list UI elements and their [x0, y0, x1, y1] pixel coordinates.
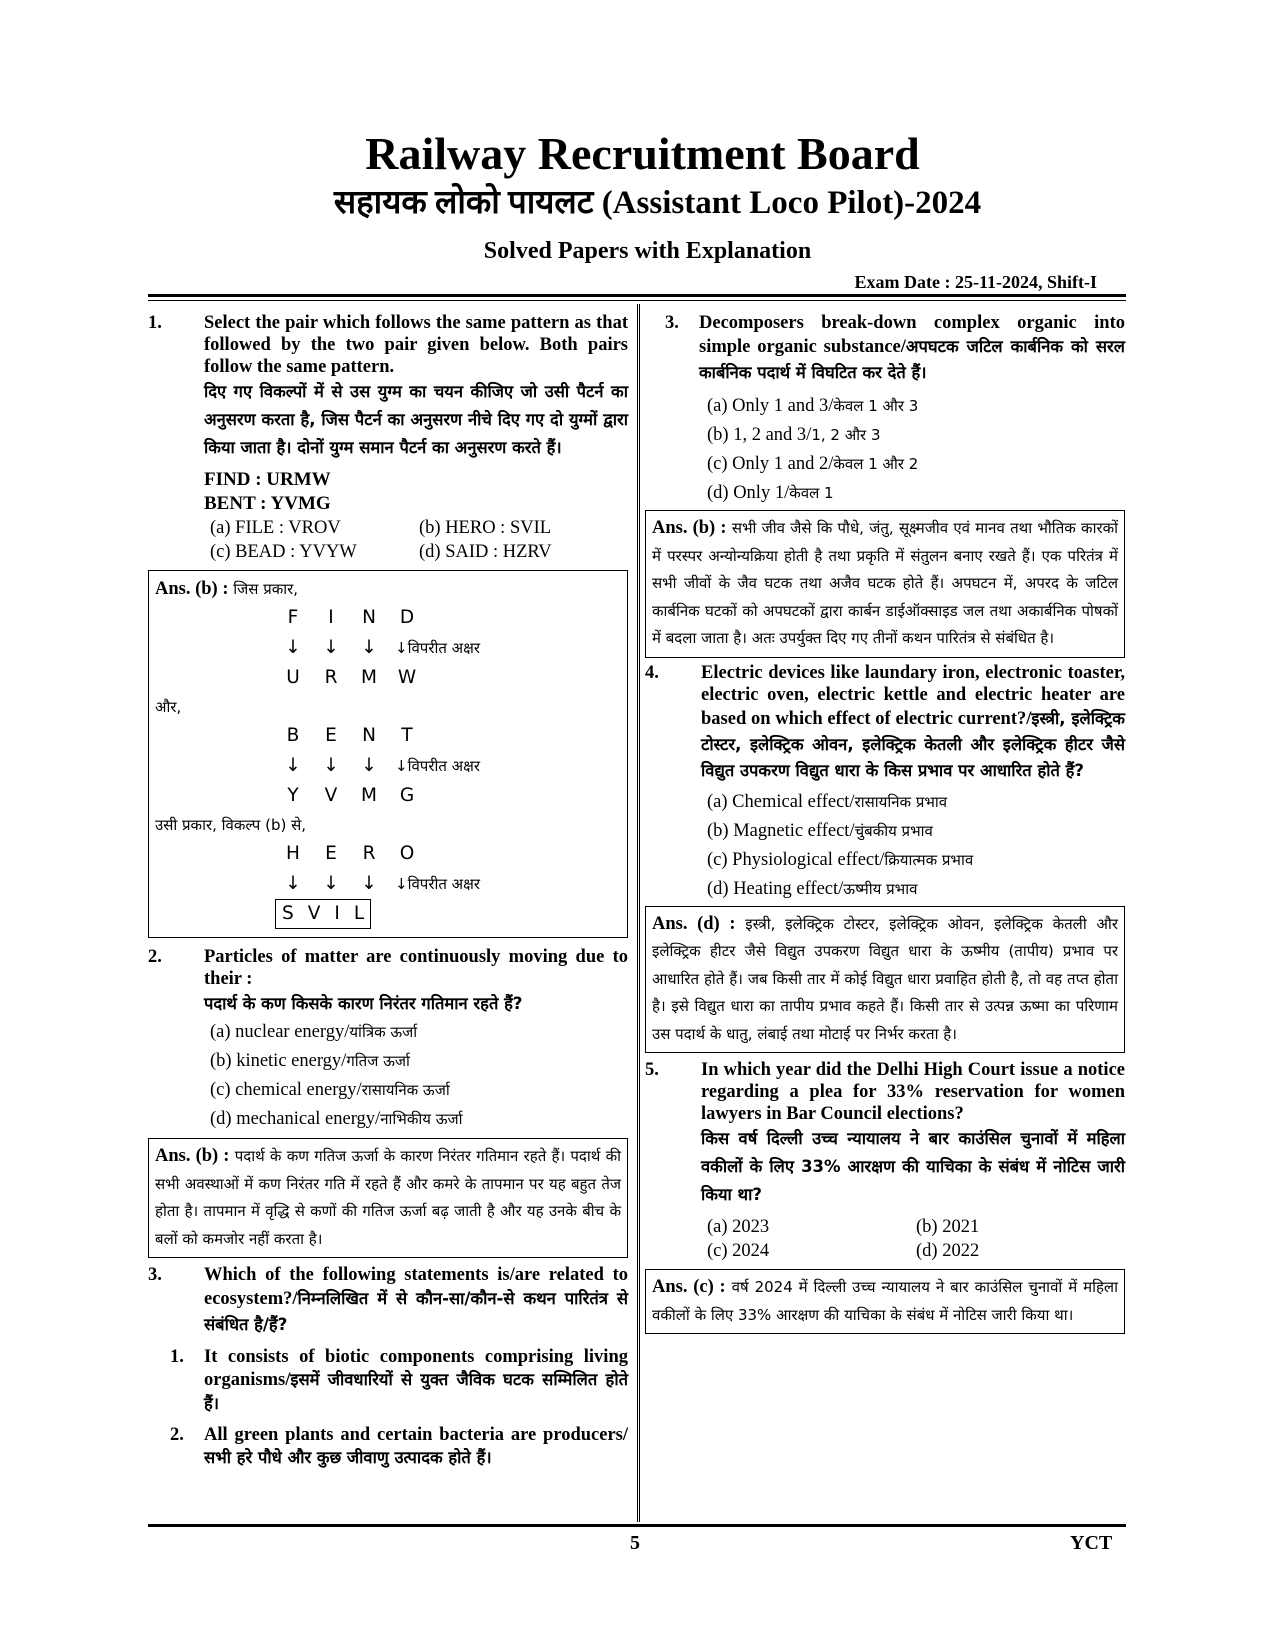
- option-en: (c) Only 1 and 2/: [707, 454, 834, 474]
- q4-answer-box: [645, 906, 1125, 1054]
- page-number: 5: [630, 1532, 640, 1554]
- page-title: Railway Recruitment Board: [365, 128, 920, 179]
- and-label: और,: [155, 698, 182, 716]
- option-hi: केवल 1 और 2: [833, 455, 919, 473]
- option-hi: यांत्रिक ऊर्जा: [349, 1023, 418, 1041]
- statement-1: [148, 1346, 628, 1416]
- question-text-en: Electric devices like laundary iron, electronic toaster, electric oven, electric kettle and electric heater are based on which effect of electric current?/: [701, 662, 1125, 729]
- option-b: (b) HERO : SVIL: [419, 518, 552, 538]
- option-hi: केवल 1 और 3: [833, 397, 919, 415]
- question-text-hi: इस्त्री, इलेक्ट्रिक टोस्टर, इलेक्ट्रिक ओवन, इलेक्ट्रिक केतली और इलेक्ट्रिक हीटर जैसे विद्युत उपकरण विद्युत धारा के किस प्रभाव पर आधारित होते हैं?: [701, 708, 1125, 780]
- option-b: (b) 2021: [916, 1217, 980, 1237]
- option-c: [210, 1076, 628, 1105]
- option-b: [707, 817, 1125, 846]
- answer-label: Ans. (b) :: [155, 579, 229, 599]
- option-hi: ऊष्मीय प्रभाव: [843, 879, 918, 898]
- option-b: [707, 421, 1125, 450]
- down-arrow-icon: ↓: [323, 873, 339, 894]
- option-en: (d) mechanical energy/: [210, 1109, 381, 1129]
- letter: E: [325, 725, 337, 746]
- option-c: (c) BEAD : YVYW: [210, 542, 357, 562]
- option-en: (a) Only 1 and 3/: [707, 396, 834, 416]
- q2-options: [148, 1018, 628, 1134]
- header-rule-thin: [148, 300, 1126, 301]
- letter: O: [399, 843, 415, 864]
- q3-answer-box: [645, 510, 1125, 658]
- option-hi: नाभिकीय ऊर्जा: [380, 1110, 463, 1128]
- answer-text: सभी जीव जैसे कि पौधे, जंतु, सूक्ष्मजीव एवं मानव तथा भौतिक कारकों में परस्पर अन्योन्यक्रिया होती है तथा प्रकृति में संतुलन बनाए रखते हैं। एक परितंत्र में सभी जीवों के जैव घटक तथा अजैव घटक होते हैं। अपघटन में, अपरद के जटिल कार्बनिक घटकों को अपघटकों द्वारा कार्बन डाईऑक्साइड जल तथा अकार्बनिक पोषकों में बदला जाता है। अतः उपर्युक्त दिए गए तीनों कथन पारितंत्र से संबंधित है।: [652, 519, 1118, 647]
- answer-intro: जिस प्रकार,: [233, 580, 299, 598]
- option-b: [210, 1047, 628, 1076]
- option-en: (b) 1, 2 and 3/: [707, 425, 812, 445]
- letter: L: [353, 903, 365, 924]
- letter: E: [325, 843, 337, 864]
- down-arrow-icon: ↓: [323, 637, 339, 658]
- down-arrow-icon: ↓: [361, 637, 377, 658]
- letter: U: [286, 667, 300, 688]
- option-en: (b) kinetic energy/: [210, 1051, 347, 1071]
- q4-options: [645, 788, 1125, 904]
- statement-en: All green plants and certain bacteria are producers/: [204, 1425, 628, 1445]
- q5-options: [645, 1215, 1125, 1263]
- down-arrow-icon: ↓: [285, 637, 301, 658]
- q1-answer-box: [148, 570, 628, 938]
- down-arrow-icon: ↓: [361, 873, 377, 894]
- letters-row: [155, 721, 621, 751]
- answer-label: Ans. (c) :: [652, 1277, 726, 1297]
- header-rule: [148, 294, 1126, 297]
- page-subtitle: सहायक लोको पायलट (Assistant Loco Pilot)-2024: [333, 185, 982, 221]
- option-d: [707, 875, 1125, 904]
- left-column: [148, 312, 628, 1470]
- letter: W: [397, 667, 417, 688]
- answer-label: Ans. (d) :: [652, 913, 736, 934]
- option-a: (a) 2023: [707, 1217, 770, 1237]
- statement-3: [645, 312, 1125, 386]
- option-d: (d) SAID : HZRV: [419, 542, 552, 562]
- option-en: (d) Only 1/: [707, 483, 790, 503]
- arrows-row: [155, 633, 621, 663]
- solved-papers-label: Solved Papers with Explanation: [483, 238, 812, 264]
- publisher-brand: YCT: [1070, 1532, 1113, 1554]
- footer-rule: [148, 1524, 1126, 1527]
- question-5: [645, 1059, 1125, 1209]
- letter: V: [307, 903, 321, 924]
- q3-options: [645, 392, 1125, 508]
- question-text-hi: पदार्थ के कण किसके कारण निरंतर गतिमान रहते हैं?: [204, 994, 523, 1013]
- question-number: 2.: [148, 947, 162, 967]
- answer-text: इस्त्री, इलेक्ट्रिक टोस्टर, इलेक्ट्रिक ओवन, इलेक्ट्रिक केतली और इलेक्ट्रिक हीटर जैसे विद्युत उपकरण विद्युत धारा के ऊष्मीय (तापीय) प्रभाव पर आधारित होते हैं। जब किसी तार में कोई विद्युत धारा प्रवाहित होती है, तो वह तप्त होता है। इसे विद्युत धारा का तापीय प्रभाव कहते हैं। किसी तार से उत्पन्न ऊष्मा का परिणाम उस पदार्थ के धातु, लंबाई तथा मोटाई पर निर्भर करता है।: [652, 914, 1118, 1043]
- letter: I: [334, 903, 340, 924]
- option-en: (a) Chemical effect/: [707, 791, 855, 812]
- answer-label: Ans. (b) :: [652, 518, 727, 538]
- statement-2: [148, 1424, 628, 1470]
- right-column: [645, 312, 1125, 1334]
- option-c: [707, 450, 1125, 479]
- pair-2: BENT : YVMG: [204, 493, 331, 514]
- letters-row: [155, 603, 621, 633]
- letter: M: [361, 785, 377, 806]
- option-hi: केवल 1: [789, 484, 834, 502]
- question-1: [148, 312, 628, 516]
- option-hi: रासायनिक प्रभाव: [854, 792, 948, 811]
- letter: Y: [287, 785, 299, 806]
- option-en: (d) Heating effect/: [707, 878, 844, 899]
- arrows-row: [155, 751, 621, 781]
- letter: S: [282, 903, 294, 924]
- q2-answer-box: [148, 1138, 628, 1258]
- question-number: 5.: [645, 1060, 659, 1080]
- option-en: (b) Magnetic effect/: [707, 820, 855, 841]
- down-arrow-icon: ↓: [285, 755, 301, 776]
- column-divider: [637, 304, 640, 1522]
- question-text-en: Select the pair which follows the same pattern as that followed by the two pair given below. Both pairs follow the same pattern.: [204, 313, 628, 377]
- statement-number: 1.: [170, 1347, 184, 1367]
- down-arrow-icon: ↓: [323, 755, 339, 776]
- question-2: [148, 946, 628, 1018]
- option-en: (c) Physiological effect/: [707, 849, 885, 870]
- letters-row: [155, 663, 621, 693]
- option-en: (a) nuclear energy/: [210, 1022, 350, 1042]
- reverse-letter-note: ↓विपरीत अक्षर: [395, 875, 481, 893]
- pair-1: FIND : URMW: [204, 469, 331, 490]
- letter: I: [328, 607, 334, 628]
- letter: B: [286, 725, 300, 746]
- question-text-hi: निम्नलिखित में से कौन-सा/कौन-से कथन पारितंत्र से संबंधित है/हैं?: [204, 1289, 628, 1334]
- option-hi: रासायनिक ऊर्जा: [361, 1081, 450, 1099]
- letters-row: [155, 781, 621, 811]
- q5-answer-box: [645, 1269, 1125, 1334]
- statement-en: It consists of biotic components comprising living organisms/: [204, 1347, 628, 1390]
- statement-hi: इसमें जीवधारियों से युक्त जैविक घटक सम्मिलित होते हैं।: [204, 1370, 628, 1413]
- statement-en: Decomposers break-down complex organic into simple organic substance/: [699, 313, 1125, 357]
- letter: M: [361, 667, 377, 688]
- option-c: [707, 846, 1125, 875]
- statement-number: 3.: [665, 313, 679, 333]
- statement-hi: अपघटक जटिल कार्बनिक को सरल कार्बनिक पदार्थ में विघटित कर देते हैं।: [699, 337, 1125, 382]
- letter: N: [362, 607, 376, 628]
- option-d: [707, 479, 1125, 508]
- letter: G: [399, 785, 415, 806]
- arrows-row: [155, 869, 621, 899]
- option-d: (d) 2022: [916, 1241, 980, 1261]
- reverse-letter-note: ↓विपरीत अक्षर: [395, 757, 481, 775]
- answer-label: Ans. (b) :: [155, 1146, 230, 1166]
- letter: R: [362, 843, 376, 864]
- question-number: 4.: [645, 662, 659, 683]
- letters-row: [155, 839, 621, 869]
- question-text-hi: दिए गए विकल्पों में से उस युग्म का चयन कीजिए जो उसी पैटर्न का अनुसरण करता है, जिस पैटर्न का अनुसरण नीचे दिए गए दो युग्मों द्वारा किया जाता है। दोनों युग्म समान पैटर्न का अनुसरण करते हैं।: [204, 382, 628, 457]
- page-header: [0, 128, 1275, 266]
- option-hi: चुंबकीय प्रभाव: [854, 821, 933, 840]
- option-a: (a) FILE : VROV: [210, 518, 341, 538]
- statement-hi: सभी हरे पौधे और कुछ जीवाणु उत्पादक होते हैं।: [204, 1448, 492, 1467]
- answer-text: वर्ष 2024 में दिल्ली उच्च न्यायालय ने बार काउंसिल चुनावों में महिला वकीलों के लिए 33% आरक्षण की याचिका के संबंध में नोटिस जारी किया था।: [652, 1278, 1118, 1324]
- letter: D: [399, 607, 415, 628]
- question-text-en: Particles of matter are continuously moving due to their :: [204, 947, 628, 989]
- option-a: [707, 392, 1125, 421]
- reverse-letter-note: ↓विपरीत अक्षर: [395, 639, 481, 657]
- option-a: [210, 1018, 628, 1047]
- option-c: (c) 2024: [707, 1241, 770, 1261]
- letter: N: [362, 725, 376, 746]
- letter: V: [324, 785, 338, 806]
- option-d: [210, 1105, 628, 1134]
- down-arrow-icon: ↓: [361, 755, 377, 776]
- question-3: [148, 1264, 628, 1338]
- option-hi: 1, 2 और 3: [811, 426, 881, 444]
- option-en: (c) chemical energy/: [210, 1080, 362, 1100]
- question-4: [645, 662, 1125, 784]
- q1-options: [148, 516, 628, 564]
- question-text-hi: किस वर्ष दिल्ली उच्च न्यायालय ने बार काउंसिल चुनावों में महिला वकीलों के लिए 33% आरक्षण की याचिका के संबंध में नोटिस जारी किया था?: [701, 1129, 1125, 1204]
- exam-date: Exam Date : 25-11-2024, Shift-I: [854, 272, 1097, 292]
- answer-letters-boxed: [275, 899, 371, 929]
- question-text-en: Which of the following statements is/are related to ecosystem?/: [204, 1265, 628, 1309]
- option-a: [707, 788, 1125, 817]
- question-text-en: In which year did the Delhi High Court issue a notice regarding a plea for 33% reservation for women lawyers in Bar Council elections?: [701, 1060, 1125, 1124]
- statement-number: 2.: [170, 1425, 184, 1445]
- question-number: 1.: [148, 313, 162, 333]
- option-hi: क्रियात्मक प्रभाव: [884, 850, 974, 869]
- same-way-label: उसी प्रकार, विकल्प (b) से,: [155, 816, 306, 834]
- letter: F: [287, 607, 299, 628]
- letter: R: [324, 667, 338, 688]
- answer-text: पदार्थ के कण गतिज ऊर्जा के कारण निरंतर गतिमान रहते हैं। पदार्थ की सभी अवस्थाओं में कण निरंतर गति में रहते हैं और कमरे के तापमान पर यह बहुत तेज होता है। तापमान में वृद्धि से कणों की गतिज ऊर्जा बढ़ जाती है और यह उनके बीच के बलों को कमजोर नहीं करता है।: [155, 1147, 621, 1248]
- down-arrow-icon: ↓: [285, 873, 301, 894]
- letter: T: [401, 725, 413, 746]
- question-number: 3.: [148, 1265, 162, 1285]
- letter: H: [286, 843, 300, 864]
- option-hi: गतिज ऊर्जा: [346, 1052, 410, 1070]
